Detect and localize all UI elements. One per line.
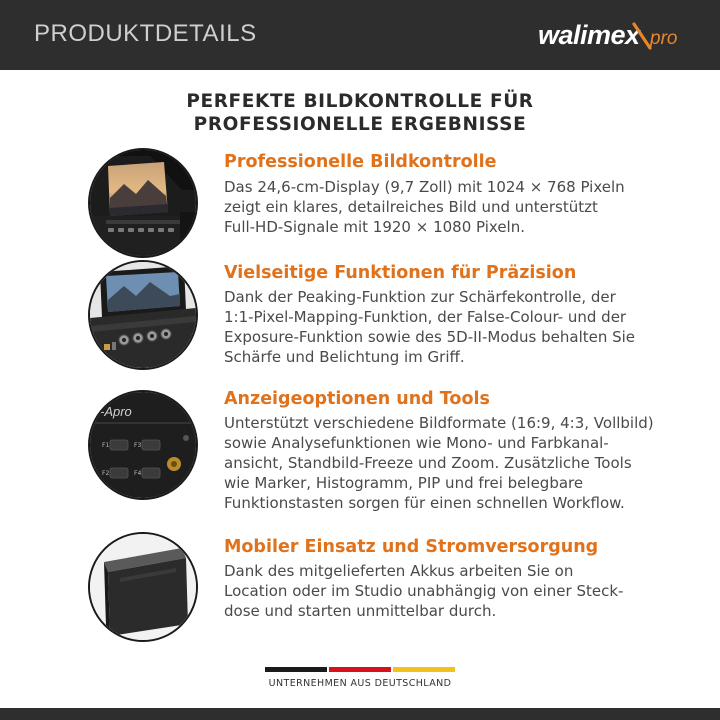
monitor-connectors-image (88, 260, 198, 370)
flag-stripe-gold (393, 667, 455, 672)
header-bar (0, 0, 720, 70)
brand-pro-label: -Apro (100, 404, 132, 419)
f3-label: F3 (134, 442, 142, 449)
walimex-pro-logo (538, 16, 698, 56)
f4-label: F4 (134, 470, 142, 477)
headline (0, 90, 720, 136)
feature-title-mobil: Mobiler Einsatz und Stromversorgung (224, 537, 599, 557)
headline-line-2: PROFESSIONELLE ERGEBNISSE (193, 114, 527, 135)
footer-bar (0, 708, 720, 720)
flag-stripe-red (329, 667, 391, 672)
headline-line-1: PERFEKTE BILDKONTROLLE FÜR (186, 91, 534, 112)
logo-wordmark: walimex (538, 20, 640, 50)
made-in-germany-caption: UNTERNEHMEN AUS DEUTSCHLAND (268, 678, 452, 689)
f1-label: F1 (102, 442, 110, 449)
feature-title-anzeigeoptionen: Anzeigeoptionen und Tools (224, 389, 490, 409)
feature-title-funktionen: Vielseitige Funktionen für Präzision (224, 263, 577, 283)
feature-text-funktionen: Dank der Peaking-Funktion zur Schärfekontrolle, der 1:1-Pixel-Mapping-Funktion, der False-Colour- und der Exposure-Funktion sowie des 5D-II-Modus behalten Sie Schärfe und Belichtung im Griff. (224, 288, 636, 366)
feature-title-bildkontrolle: Professionelle Bildkontrolle (224, 152, 497, 172)
flag-stripe-black (265, 667, 327, 672)
f2-label: F2 (102, 470, 110, 477)
logo-pro-text: pro (650, 28, 678, 49)
battery-image (88, 532, 198, 642)
monitor-display-image (88, 148, 198, 258)
feature-text-mobil: Dank des mitgelieferten Akkus arbeiten Sie on Location oder im Studio unabhängig von einer Steck- dose und starten unmittelbar durch. (224, 562, 624, 620)
page-title: PRODUKTDETAILS (34, 20, 257, 47)
feature-text-anzeigeoptionen: Unterstützt verschiedene Bildformate (16:9, 4:3, Vollbild) sowie Analysefunktionen wie Mono- und Farbkanal- ansicht, Standbild-Freeze und Zoom. Zusätzliche Tools wie Marker, Histogramm, PIP und frei belegbare Funktionstasten sorgen für einen schnellen Workflow. (224, 414, 654, 512)
feature-text-bildkontrolle: Das 24,6-cm-Display (9,7 Zoll) mit 1024 × 768 Pixeln zeigt ein klares, detailreiches Bild und unterstützt Full-HD-Signale mit 1920 × 1080 Pixeln. (224, 178, 625, 236)
function-buttons-image (88, 390, 198, 500)
